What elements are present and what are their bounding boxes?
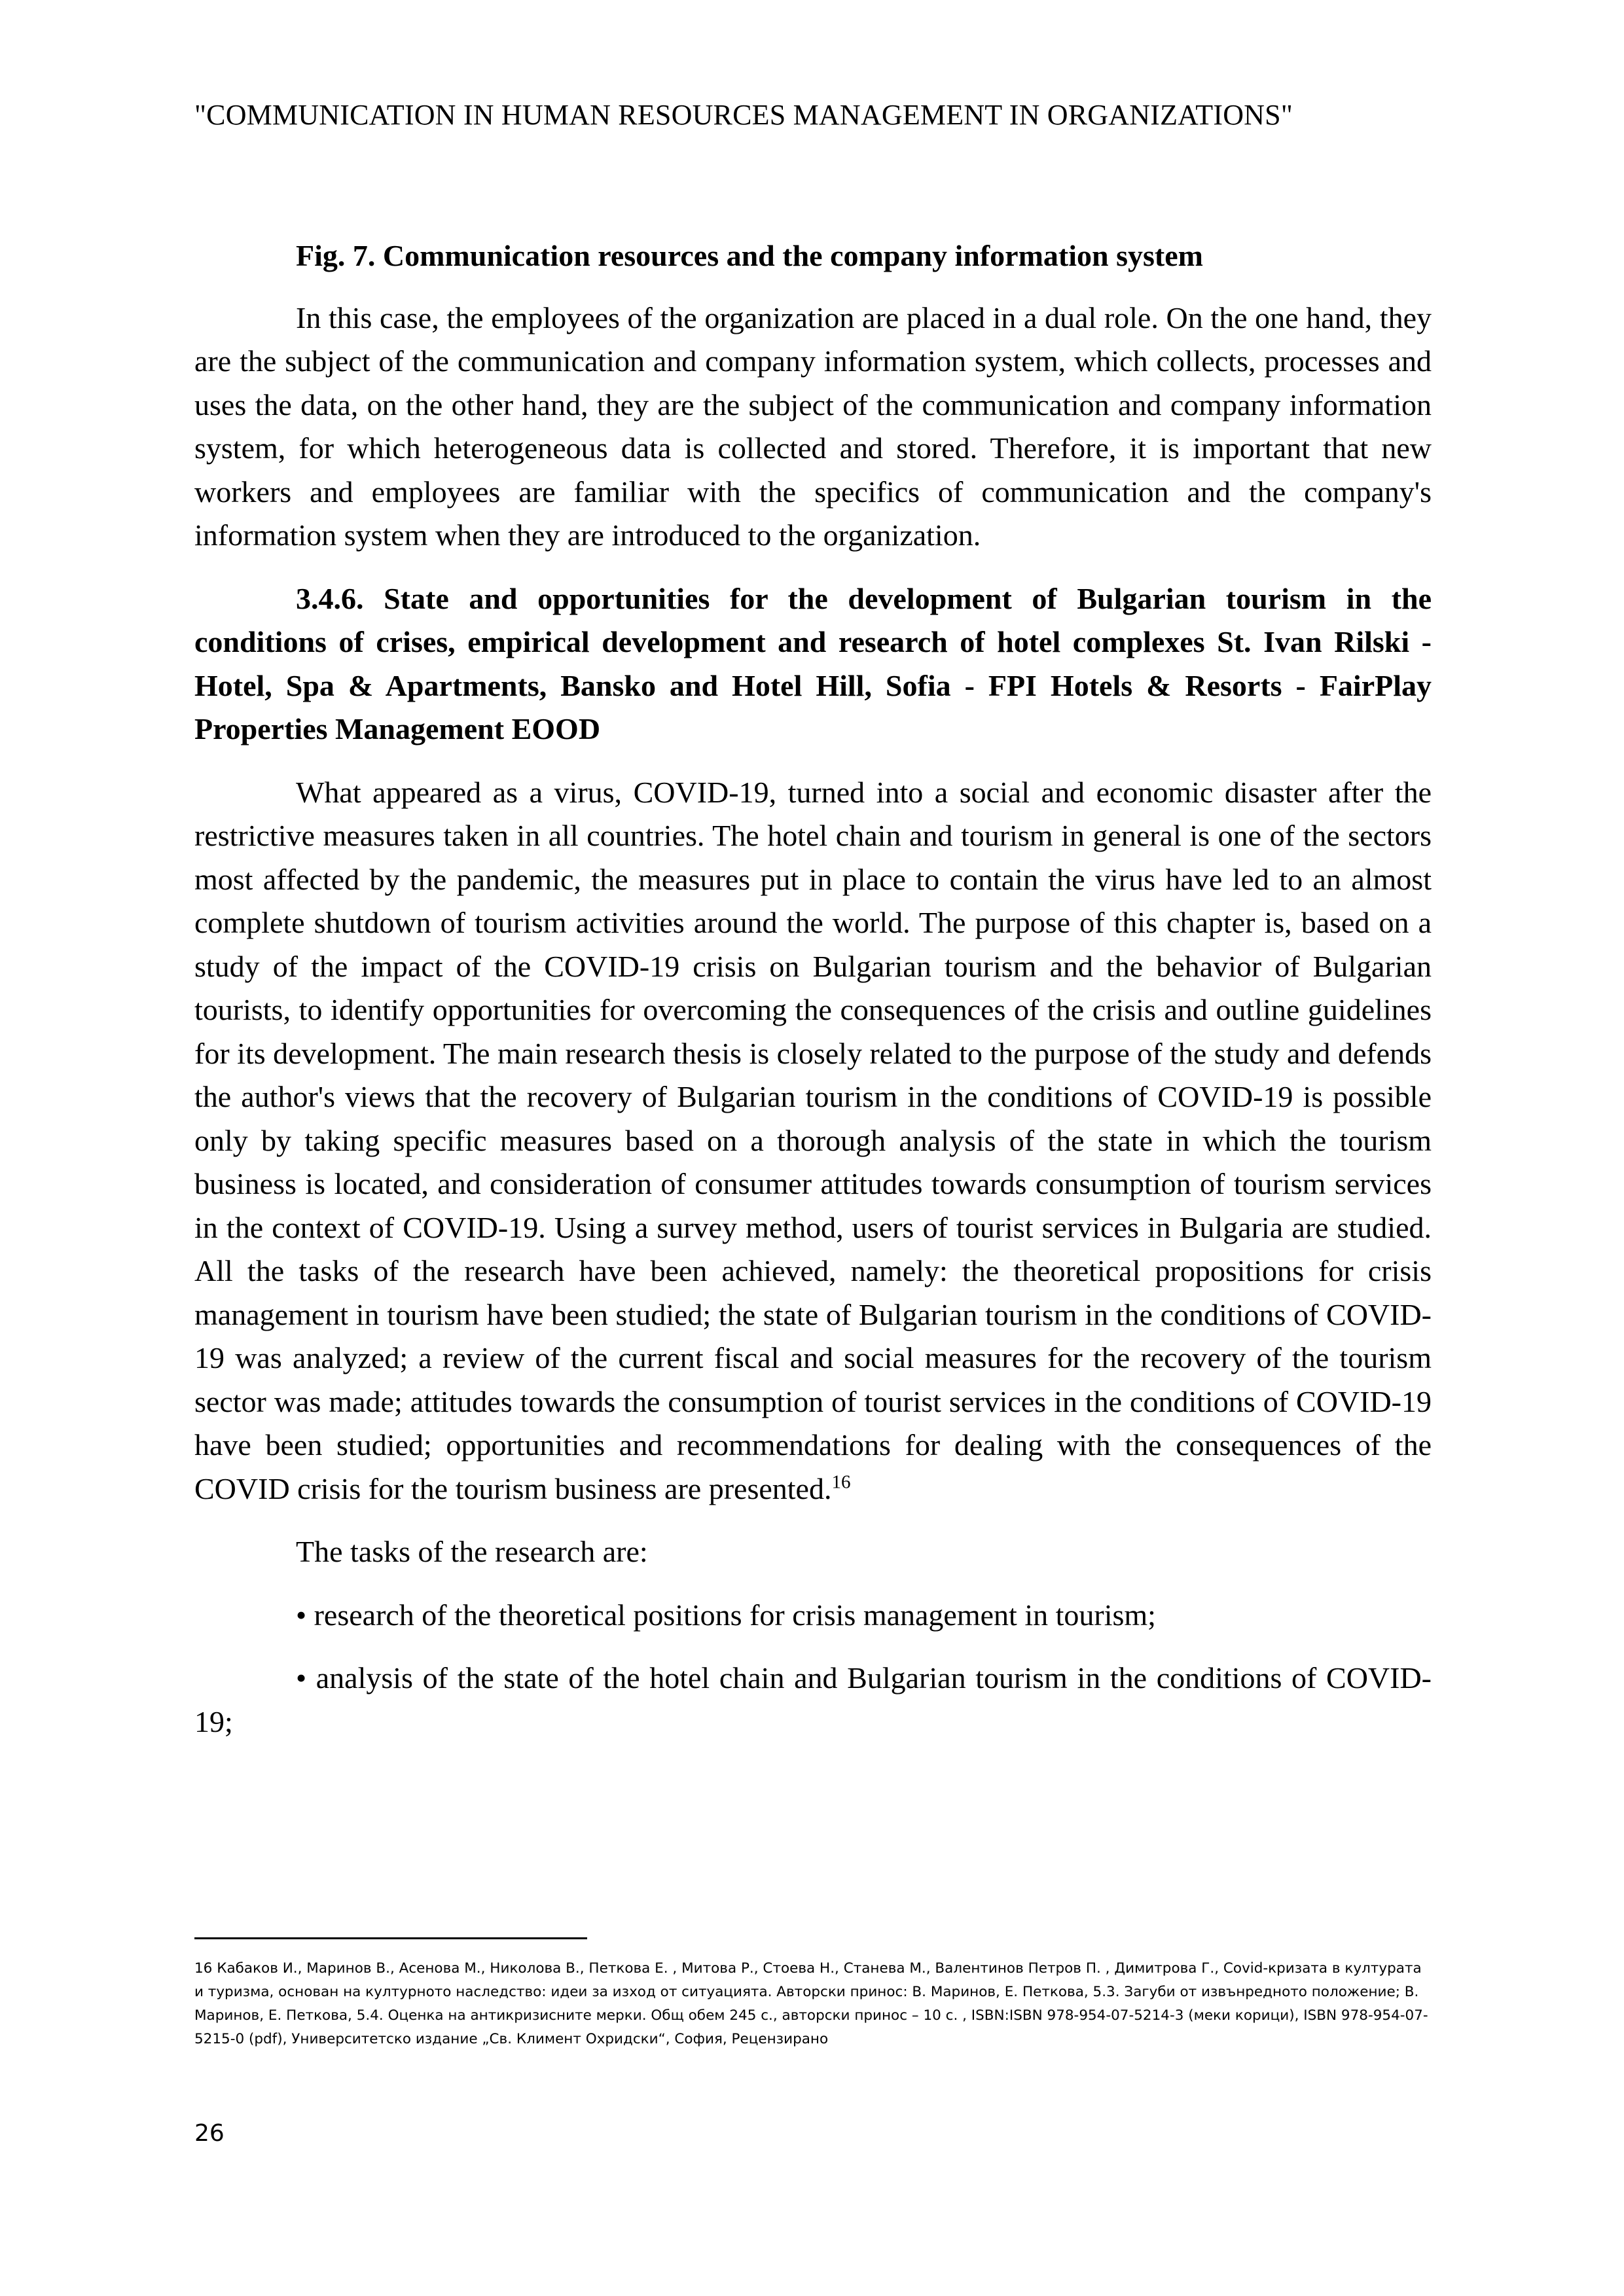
footnote-reference[interactable]: 16 — [831, 1471, 851, 1493]
footnote: 16 Кабаков И., Маринов В., Асенова М., Николова В., Петкова Е. , Митова Р., Стоева Н., Станева М., Валентинов Петров П. , Димитрова Г., Covid-кризата в културата и туризма, основан на културното наследство: идеи за изход от ситуацията. Авторски принос: В. Маринов, Е. Петкова, 5.3. Загуби от извънредното положение; В. Маринов, Е. Петкова, 5.4. Оценка на антикризисните мерки. Общ обем 245 с., авторски принос – 10 с. , ISBN:ISBN 978-954-07-5214-3 (меки корици), ISBN 978-954-07-5215-0 (pdf), Университетско издание „Св. Климент Охридски“, София, Рецензирано — [194, 1960, 1428, 2047]
paragraph-covid-impact-text: What appeared as a virus, COVID-19, turned into a social and economic disaster after the restrictive measures taken in all countries. The hotel chain and tourism in general is one of the sectors most affected by the pandemic, the measures put in place to contain the virus have led to an almost complete shutdown of tourism activities around the world. The purpose of this chapter is, based on a study of the impact of the COVID-19 crisis on Bulgarian tourism and the behavior of Bulgarian tourists, to identify opportunities for overcoming the consequences of the crisis and outline guidelines for its development. The main research thesis is closely related to the purpose of the study and defends the author's views that the recovery of Bulgarian tourism in the conditions of COVID-19 is possible only by taking specific measures based on a thorough analysis of the state in which the tourism business is located, and consideration of consumer attitudes towards consumption of tourism services in the context of COVID-19. Using a survey method, users of tourist services in Bulgaria are studied. All the tasks of the research have been achieved, namely: the theoretical propositions for crisis management in tourism have been studied; the state of Bulgarian tourism in the conditions of COVID-19 was analyzed; a review of the current fiscal and social measures for the recovery of the tourism sector was made; attitudes towards the consumption of tourist services in the conditions of COVID-19 have been studied; opportunities and recommendations for dealing with the consequences of the COVID crisis for the tourism business are presented. — [194, 775, 1432, 1505]
paragraph-covid-impact — [194, 771, 1432, 1511]
body-text — [194, 234, 1432, 1744]
task-item-1: • research of the theoretical positions for crisis management in tourism; — [296, 1598, 1156, 1632]
page-number: 26 — [194, 2120, 225, 2147]
footnote-separator — [194, 1937, 587, 1939]
task-item-2: • analysis of the state of the hotel chain and Bulgarian tourism in the conditions of COVID-19; — [194, 1661, 1432, 1738]
section-heading: 3.4.6. State and opportunities for the development of Bulgarian tourism in the conditions of crises, empirical development and research of hotel complexes St. Ivan Rilski - Hotel, Spa & Apartments, Bansko and Hotel Hill, Sofia - FPI Hotels & Resorts - FairPlay Properties Management EOOD — [194, 581, 1432, 745]
figure-caption: Fig. 7. Communication resources and the company information system — [296, 239, 1203, 272]
paragraph-dual-role: In this case, the employees of the organization are placed in a dual role. On the one hand, they are the subject of the communication and company information system, which collects, processes and uses the data, on the other hand, they are the subject of the communication and company information system, for which heterogeneous data is collected and stored. Therefore, it is important that new workers and employees are familiar with the specifics of communication and the company's information system when they are introduced to the organization. — [194, 300, 1432, 552]
running-header: "COMMUNICATION IN HUMAN RESOURCES MANAGEMENT IN ORGANIZATIONS" — [194, 99, 1293, 131]
paragraph-tasks-intro: The tasks of the research are: — [296, 1535, 648, 1568]
